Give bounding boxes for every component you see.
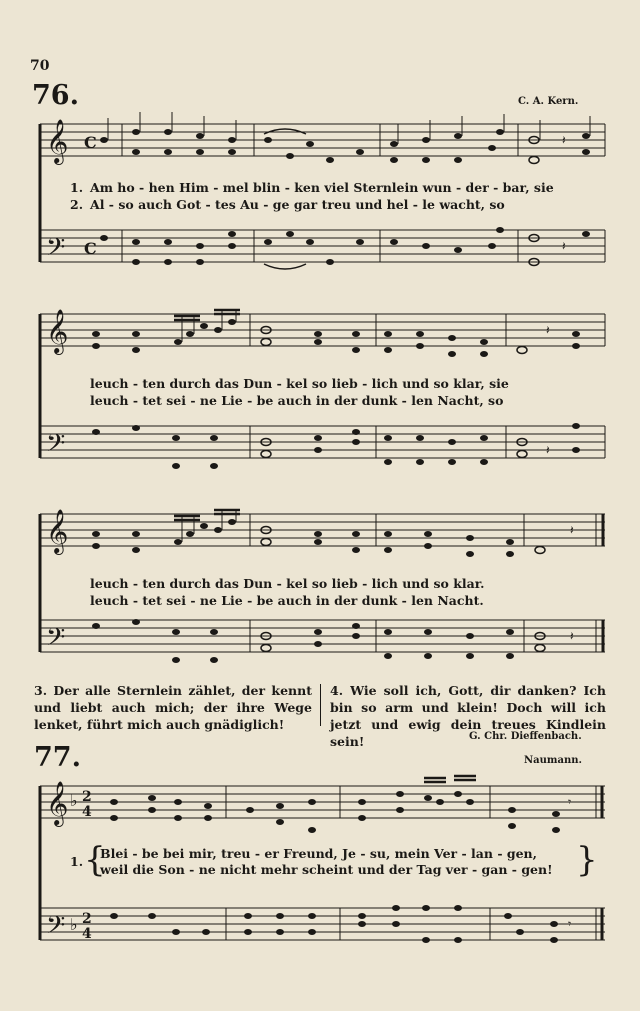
svg-text:𝄽: 𝄽	[562, 239, 566, 253]
svg-text:♭: ♭	[70, 915, 78, 934]
svg-text:𝄽: 𝄽	[546, 443, 550, 457]
hymn-77-right-brace: }	[576, 840, 598, 880]
hymn-76-system-1-verse-1-label: 1.	[70, 180, 84, 195]
hymn-76-number: 76.	[32, 80, 79, 111]
page-number: 70	[30, 58, 50, 74]
hymn-76-system-2-verse-2-lyrics: leuch - tet sei - ne Lie - be auch in der dunk - len Nacht, so	[90, 393, 504, 408]
hymn-76-system-2-verse-1-lyrics: leuch - ten durch das Dun - kel so lieb - lich und so klar, sie	[90, 376, 509, 391]
svg-text:𝄢: 𝄢	[46, 233, 66, 268]
hymn-76-verse-3: 3. Der alle Sternlein zählet, der kennt und liebt auch mich; der ihre Wege lenket, führt mich auch gnädiglich!	[34, 683, 312, 732]
svg-text:𝄢: 𝄢	[46, 429, 66, 464]
hymn-76-system-3-verse-2-lyrics: leuch - tet sei - ne Lie - be auch in der dunk - len Nacht.	[90, 593, 484, 608]
hymn-76-system-1-verse-2-lyrics: Al - so auch Got - tes Au - ge gar treu und hel - le wacht, so	[90, 197, 505, 212]
hymn-76-verse-4: 4. Wie soll ich, Gott, dir danken? Ich bin so arm und klein! Doch will ich jetzt und ewig dein treues Kindlein sein!	[330, 683, 606, 749]
svg-text:𝄞: 𝄞	[46, 781, 69, 825]
hymn-77-line-1-lyrics: Blei - be bei mir, treu - er Freund, Je - su, mein Ver - lan - gen,	[100, 846, 537, 861]
hymn-77-composer: Naumann.	[524, 755, 582, 766]
hymn-77-number: 77.	[34, 742, 81, 773]
svg-text:𝄾: 𝄾	[568, 917, 572, 931]
hymn-76-composer: C. A. Kern.	[518, 96, 579, 107]
hymn-76-system-3-verse-1-lyrics: leuch - ten durch das Dun - kel so lieb - lich und so klar.	[90, 576, 485, 591]
hymn-76-author: G. Chr. Dieffenbach.	[469, 731, 582, 742]
svg-text:𝄾: 𝄾	[568, 795, 572, 809]
svg-text:4: 4	[82, 804, 92, 820]
hymn-77-stanza-label: 1.	[70, 854, 84, 869]
svg-text:2: 2	[82, 911, 92, 927]
svg-text:𝄢: 𝄢	[46, 623, 66, 658]
svg-text:𝄽: 𝄽	[546, 323, 550, 337]
svg-text:𝄞: 𝄞	[46, 309, 69, 353]
hymn-77-line-2-lyrics: weil die Son - ne nicht mehr scheint und der Tag ver - gan - gen!	[100, 862, 553, 877]
svg-text:𝄢: 𝄢	[46, 911, 66, 946]
hymn-76-system-1-verse-1-lyrics: Am ho - hen Him - mel blin - ken viel Sternlein wun - der - bar, sie	[90, 180, 554, 195]
hymn-77-left-brace: {	[84, 840, 106, 880]
svg-text:C: C	[84, 239, 97, 258]
svg-text:♭: ♭	[70, 791, 78, 810]
hymn-76-system-1-verse-2-label: 2.	[70, 197, 84, 212]
svg-text:𝄽: 𝄽	[570, 629, 574, 643]
verse-divider	[320, 684, 321, 726]
svg-text:𝄞: 𝄞	[46, 509, 69, 553]
svg-text:C: C	[84, 133, 97, 152]
svg-text:4: 4	[82, 926, 92, 942]
svg-text:𝄞: 𝄞	[46, 119, 69, 163]
svg-text:𝄽: 𝄽	[570, 523, 574, 537]
svg-text:2: 2	[82, 789, 92, 805]
svg-text:𝄽: 𝄽	[562, 133, 566, 147]
